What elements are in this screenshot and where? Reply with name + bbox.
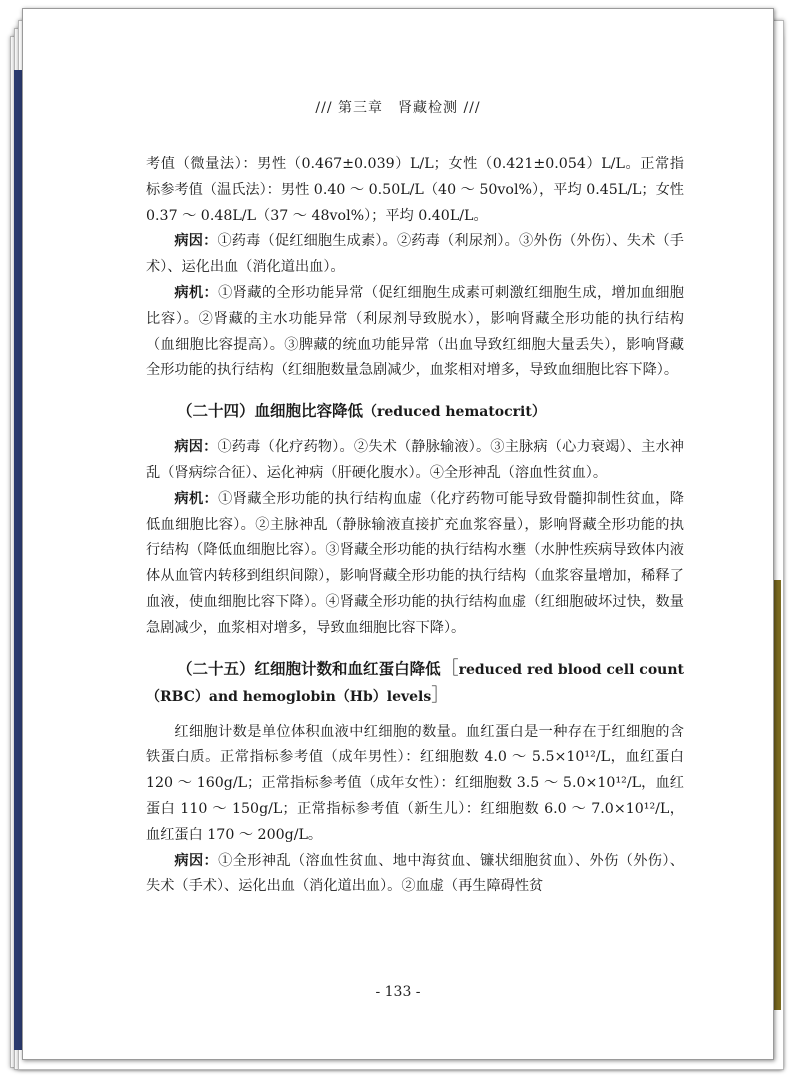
- section-heading-25: [146, 656, 684, 710]
- paragraph-text: ①肾藏的全形功能异常（促红细胞生成素可刺激红细胞生成，增加血细胞比容）。②肾藏的主水功能异常（利尿剂导致脱水），影响肾藏全形功能的执行结构（血细胞比容提高）。③脾藏的统血功能异常（出血导致红细胞大量丢失），影响肾藏全形功能的执行结构（红细胞数量急剧减少，血浆相对增多，导致血细胞比容下降）。: [146, 284, 684, 379]
- book-page: [22, 8, 774, 1060]
- heading-en: reduced red blood cell count（RBC）and hemoglobin（Hb）levels: [146, 661, 684, 705]
- paragraph-label: 病因：: [174, 852, 219, 869]
- paragraph: [146, 849, 684, 901]
- heading-bracket-close: ］: [431, 684, 450, 706]
- page-body: [146, 152, 684, 900]
- heading-cn: （二十四）血细胞比容降低: [177, 401, 364, 421]
- paragraph: 红细胞计数是单位体积血液中红细胞的数量。血红蛋白是一种存在于红细胞的含铁蛋白质。正常指标参考值（成年男性）：红细胞数 4.0 ～ 5.5×10¹²/L，血红蛋白 120 ～ 160g/L；正常指标参考值（成年女性）：红细胞数 3.5 ～ 5.0×10¹²/L，血红蛋白 110 ～ 150g/L；正常指标参考值（新生儿）：红细胞数 6.0 ～ 7.0×10¹²/L，血红蛋白 170 ～ 200g/L。: [146, 723, 684, 843]
- heading-cn: （二十五）红细胞计数和血红蛋白降低: [177, 658, 441, 678]
- running-header: /// 第三章 肾藏检测 ///: [315, 100, 481, 116]
- heading-bracket-open: ［: [440, 657, 459, 679]
- paragraph: 考值（微量法）：男性（0.467±0.039）L/L；女性（0.421±0.054）L/L。正常指标参考值（温氏法）：男性 0.40 ～ 0.50L/L（40 ～ 50vol%），平均 0.45L/L；女性 0.37 ～ 0.48L/L（37 ～ 48vol%）；平均 0.40L/L。: [146, 156, 684, 224]
- paragraph-text: ①肾藏全形功能的执行结构血虚（化疗药物可能导致骨髓抑制性贫血，降低血细胞比容）。②主脉神乱（静脉输液直接扩充血浆容量），影响肾藏全形功能的执行结构（降低血细胞比容）。③肾藏全形功能的执行结构水壅（水肿性疾病导致体内液体从血管内转移到组织间隙），影响肾藏全形功能的执行结构（血浆容量增加，稀释了血液，使血细胞比容下降）。④肾藏全形功能的执行结构血虚（红细胞破坏过快，数量急剧减少，血浆相对增多，导致血细胞比容下降）。: [146, 490, 684, 636]
- paragraph: [146, 281, 684, 384]
- paragraph: [146, 435, 684, 487]
- paragraph: [146, 487, 684, 642]
- paragraph-label: 病因：: [174, 233, 218, 250]
- paragraph-label: 病机：: [174, 490, 219, 507]
- heading-en: （reduced hematocrit）: [363, 404, 546, 421]
- paragraph-label: 病因：: [174, 439, 218, 456]
- paragraph-text: ①全形神乱（溶血性贫血、地中海贫血、镰状细胞贫血）、外伤（外伤）、失术（手术）、运化出血（消化道出血）。②血虚（再生障碍性贫: [146, 852, 684, 895]
- paragraph-text: ①药毒（化疗药物）。②失术（静脉输液）。③主脉病（心力衰竭）、主水神乱（肾病综合征）、运化神病（肝硬化腹水）。④全形神乱（溶血性贫血）。: [146, 439, 684, 481]
- section-heading-24: [146, 398, 684, 425]
- paragraph-label: 病机：: [174, 284, 219, 301]
- paragraph: [146, 229, 684, 281]
- page-number: - 133 -: [375, 984, 421, 1000]
- paragraph-text: ①药毒（促红细胞生成素）。②药毒（利尿剂）。③外伤（外伤）、失术（手术）、运化出血（消化道出血）。: [146, 233, 684, 276]
